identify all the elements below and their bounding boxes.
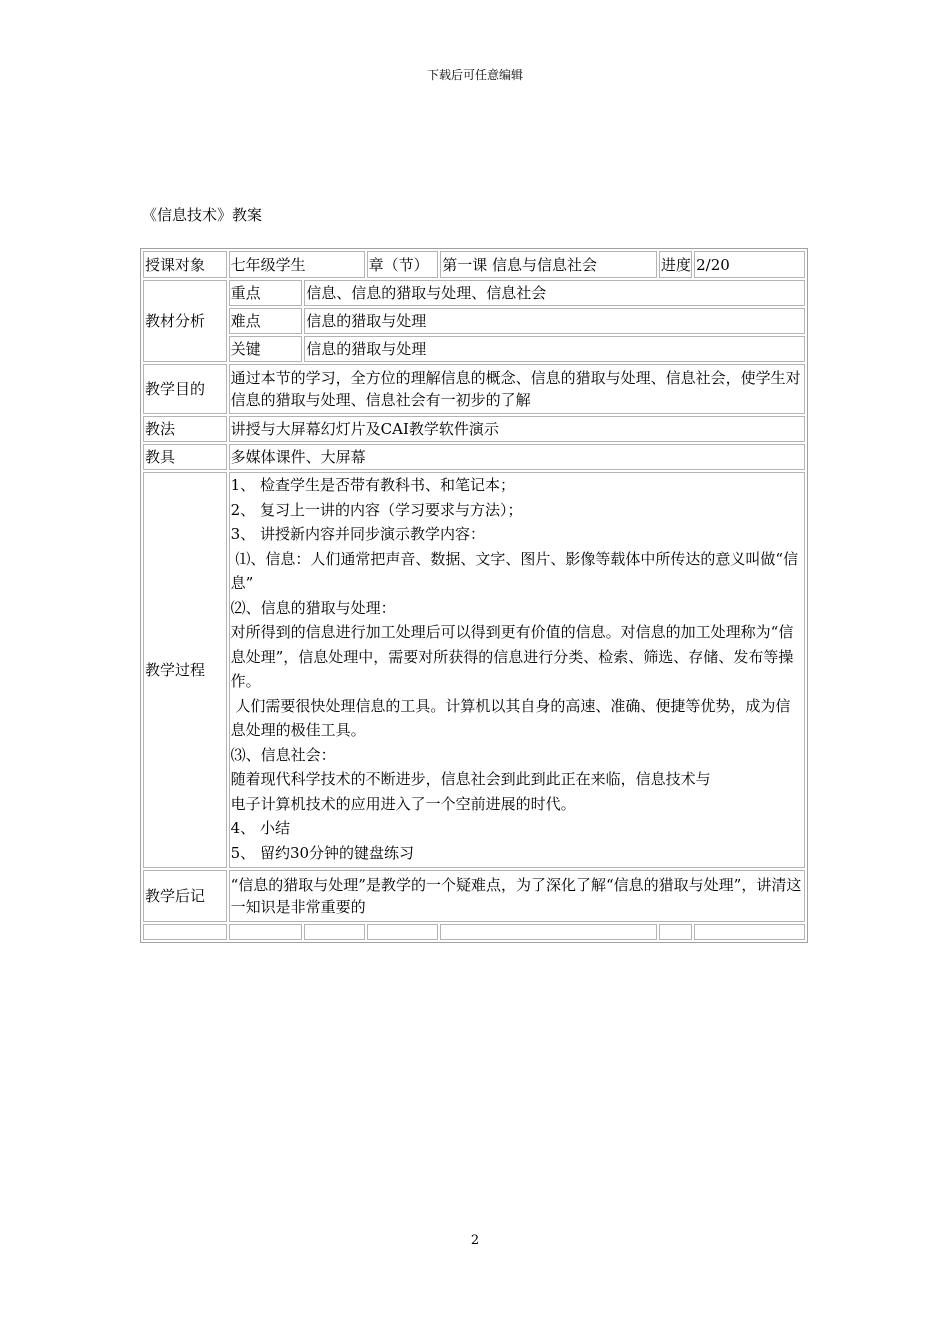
table-row-process — [143, 472, 805, 868]
empty-cell — [659, 924, 692, 940]
goal-text: 通过本节的学习，全方位的理解信息的概念、信息的猎取与处理、信息社会，使学生对信息的猎取与处理、信息社会有一初步的了解 — [229, 364, 805, 414]
analysis-key: 难点 — [229, 308, 303, 334]
tools-text: 多媒体课件、大屏幕 — [229, 444, 805, 470]
process-paragraph: ⑴、信息：人们通常把声音、数据、文字、图片、影像等载体中所传达的意义叫做“信息” — [230, 549, 799, 592]
table-row-method — [143, 416, 805, 442]
process-paragraph: 对所得到的信息进行加工处理后可以得到更有价值的信息。对信息的加工处理称为“信息处理”，信息处理中，需要对所获得的信息进行分类、检索、筛选、存储、发布等操作。 — [230, 623, 794, 690]
table-row-analysis-3 — [143, 336, 805, 362]
analysis-value: 信息的猎取与处理 — [304, 336, 805, 362]
analysis-key: 重点 — [229, 280, 303, 306]
process-paragraph: 随着现代科学技术的不断进步，信息社会到此到此正在来临，信息技术与 — [230, 770, 711, 788]
process-step: 5、 留约30分钟的键盘练习 — [230, 843, 415, 862]
process-subtitle: ⑶、信息社会： — [230, 745, 336, 764]
chapter-label: 章（节） — [367, 251, 439, 278]
page-number: 2 — [470, 1233, 480, 1248]
analysis-value: 信息的猎取与处理 — [304, 308, 805, 334]
table-row-analysis-1 — [143, 280, 805, 306]
table-row-tools — [143, 444, 805, 470]
process-paragraph: 电子计算机技术的应用进入了一个空前进展的时代。 — [230, 794, 576, 813]
table-row-basic-info — [143, 251, 805, 278]
analysis-key: 关键 — [229, 336, 303, 362]
method-label: 教法 — [143, 416, 227, 442]
progress-label: 进度 — [659, 251, 692, 278]
empty-cell — [694, 924, 805, 940]
empty-cell — [143, 924, 227, 940]
process-subtitle: ⑵、信息的猎取与处理： — [230, 598, 396, 617]
process-step: 3、 讲授新内容并同步演示教学内容： — [230, 525, 485, 543]
process-paragraph: 人们需要很快处理信息的工具。计算机以其自身的高速、准确、便捷等优势，成为信息处理的极佳工具。 — [230, 696, 791, 739]
target-label: 授课对象 — [143, 251, 227, 278]
goal-label: 教学目的 — [143, 364, 227, 414]
empty-cell — [440, 924, 657, 940]
process-step: 2、 复习上一讲的内容（学习要求与方法）； — [230, 500, 523, 519]
method-text: 讲授与大屏幕幻灯片及CAI教学软件演示 — [229, 416, 805, 442]
table-row-analysis-2 — [143, 308, 805, 334]
empty-cell — [367, 924, 439, 940]
tools-label: 教具 — [143, 444, 227, 470]
table-row-empty — [143, 924, 805, 940]
process-label: 教学过程 — [143, 472, 227, 868]
progress-value: 2/20 — [694, 251, 805, 278]
analysis-value: 信息、信息的猎取与处理、信息社会 — [304, 280, 805, 306]
afterword-label: 教学后记 — [143, 870, 227, 922]
process-step: 1、 检查学生是否带有教科书、和笔记本； — [230, 476, 515, 494]
process-step: 4、 小结 — [230, 819, 290, 837]
target-value: 七年级学生 — [229, 251, 365, 278]
table-row-goal — [143, 364, 805, 414]
afterword-text: “信息的猎取与处理”是教学的一个疑难点，为了深化了解“信息的猎取与处理”，讲清这一知识是非常重要的 — [229, 870, 805, 922]
table-row-afterword — [143, 870, 805, 922]
chapter-value: 第一课 信息与信息社会 — [440, 251, 657, 278]
empty-cell — [304, 924, 364, 940]
process-content — [229, 472, 805, 868]
empty-cell — [229, 924, 303, 940]
lesson-plan-table — [140, 248, 808, 943]
analysis-label: 教材分析 — [143, 280, 227, 362]
page-header: 下载后可任意编辑 — [426, 68, 523, 82]
document-title: 《信息技术》教案 — [142, 206, 263, 224]
